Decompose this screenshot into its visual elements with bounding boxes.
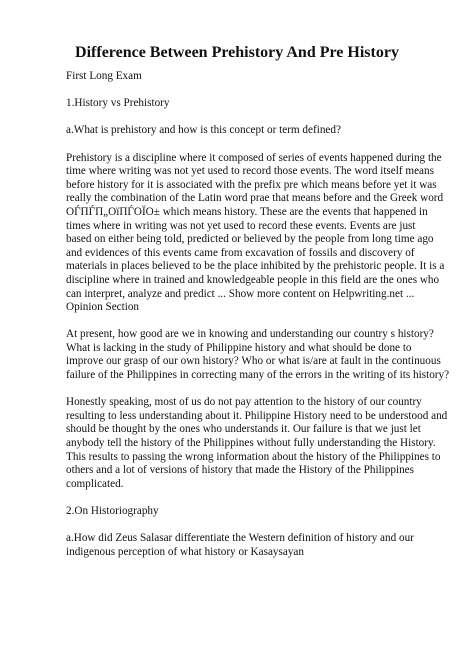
text-line: times where in writing was not yet used to record these events. Events are just: [66, 219, 416, 232]
text-line: and evidences of this events came from excavation of fossils and discovery of: [66, 246, 415, 259]
text-line: really the combination of the Latin word prae that means before and the Greek word: [66, 192, 444, 205]
text-line: Opinion Section: [66, 301, 140, 314]
exam-heading: [66, 70, 416, 84]
text-line: a.What is prehistory and how is this concept or term defined?: [66, 124, 341, 137]
text-line: a.How did Zeus Salasar differentiate the Western definition of history and our: [66, 532, 414, 545]
text-line: Honestly speaking, most of us do not pay attention to the history of our country: [66, 396, 422, 409]
text-line: ОЃПЃП„ОїПЃОЇО± which means history. These are the events that happened in: [66, 205, 428, 218]
section-heading: [66, 505, 416, 519]
text-line: should be thought by the ones who understands it. Our failure is that we just let: [66, 423, 421, 436]
text-line: discipline where in trained and knowledgeable people in this field are the ones who: [66, 273, 440, 286]
text-line: At present, how good are we in knowing and understanding our country s history?: [66, 328, 434, 341]
text-line: 2.On Historiography: [66, 505, 159, 517]
question-heading: [66, 124, 416, 138]
document-body: [66, 70, 450, 573]
text-line: First Long Exam: [66, 70, 142, 82]
text-line: failure of the Philippines in correcting many of the errors in the writing of its history?: [66, 369, 450, 382]
text-line: resulting to less understanding about it. Philippine History need to be understood and: [66, 409, 448, 422]
text-line: before history for it is associated with the prefix pre which means before yet it was: [66, 178, 437, 191]
text-line: Prehistory is a discipline where it composed of series of events happened during the: [66, 151, 442, 164]
text-line: indigenous perception of what history or Kasaysayan: [66, 545, 304, 558]
text-line: What is lacking in the study of Philippine history and what should be done to: [66, 341, 412, 354]
question-heading: [66, 532, 416, 559]
text-line: improve our grasp of our own history? Who or what is/are at fault in the continuous: [66, 355, 441, 368]
text-line: complicated.: [66, 477, 124, 490]
text-line: based on either being told, predicted or believed by the people from long time ago: [66, 233, 434, 246]
opinion-questions-paragraph: [66, 328, 450, 382]
opinion-answer-paragraph: [66, 396, 448, 491]
text-line: time where writing was not yet used to record those events. The word itself means: [66, 165, 434, 178]
text-line: anybody tell the history of the Philippines without fully understanding the History.: [66, 437, 436, 450]
text-line: 1.History vs Prehistory: [66, 97, 170, 110]
text-line: materials in places believed to be the place inhibited by the prehistoric people. It is a: [66, 260, 445, 273]
page-title: Difference Between Prehistory And Pre History: [75, 44, 399, 61]
prehistory-paragraph: [66, 151, 445, 315]
text-line: This results to passing the wrong information about the history of the Philippines to: [66, 450, 441, 463]
section-heading: [66, 97, 416, 111]
text-line: can interpret, analyze and predict ... Show more content on Helpwriting.net ...: [66, 287, 415, 300]
text-line: others and a lot of versions of history that made the History of the Philippines: [66, 464, 414, 477]
